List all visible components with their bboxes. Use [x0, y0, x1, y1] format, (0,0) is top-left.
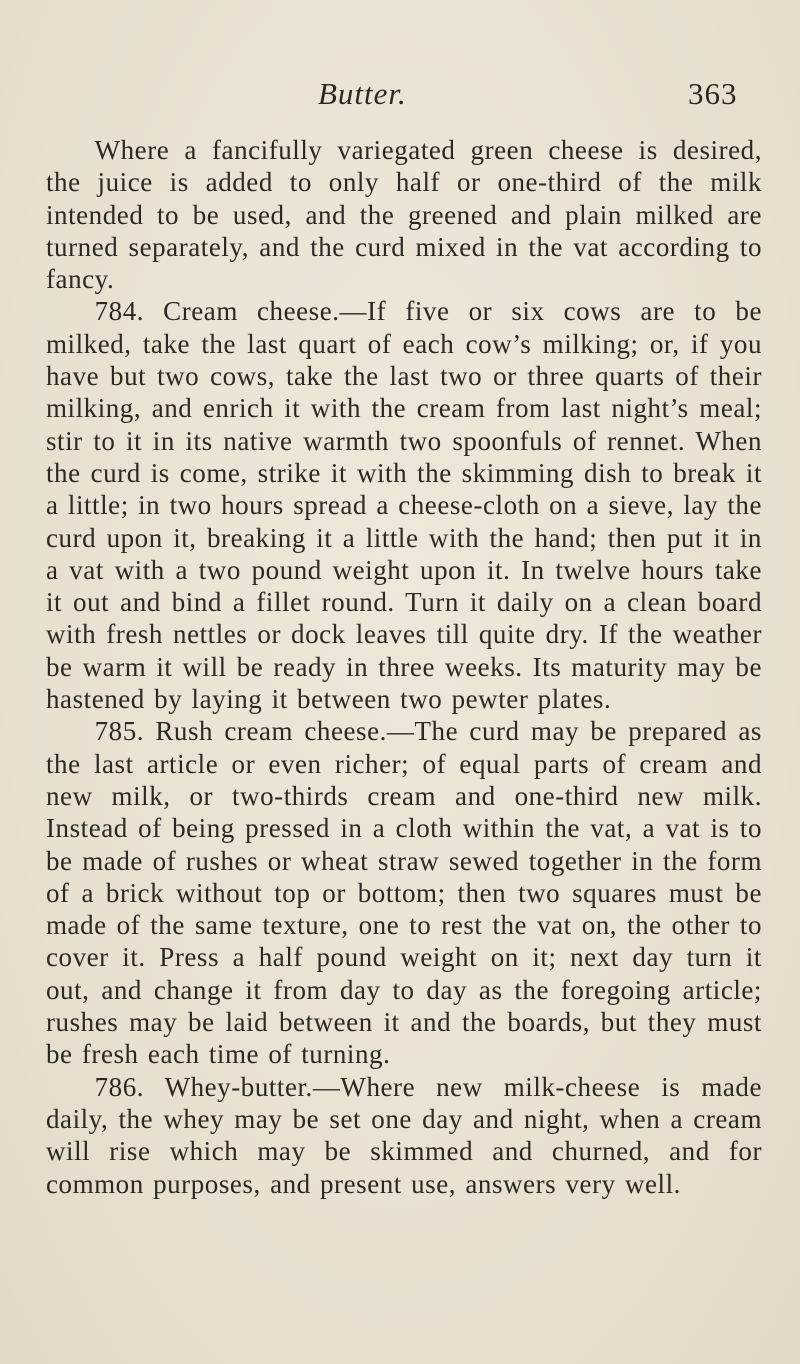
section-heading: Whey-butter.— [164, 1071, 341, 1102]
paragraph-text: Where new milk-cheese is made daily, the whey may be set one day and night, when a cream will rise which may be skimmed and churned, and for common purposes, and present use, answers very well. [46, 1071, 763, 1199]
paragraph-786 [46, 1071, 762, 1200]
paragraph-text: Where a fancifully variegated green cheese is desired, the juice is added to only half or one-third of the milk intended to be used, and the greened and plain milked are turned separately, and the curd mixed in the vat according to fancy. [46, 135, 762, 295]
section-heading: Cream cheese.— [163, 296, 368, 327]
running-head [0, 76, 800, 116]
section-heading: Rush cream cheese.— [155, 716, 415, 747]
paragraph-text: The curd may be prepared as the last article or even richer; of equal parts of cream and new milk, or two-thirds cream and one-third new milk. Instead of being pressed in a cloth within the vat, a vat is to be made of rushes or wheat straw sewed together in the form of a brick without top or bottom; then two squares must be made of the same texture, one to rest the vat on, the other to cover it. Press a half pound weight on it; next day turn it out, and change it from day to day as the foregoing article; rushes may be laid between it and the boards, but they must be fresh each time of turning. [46, 716, 762, 1070]
paragraph-intro [46, 134, 762, 295]
section-number: 784. [94, 296, 145, 327]
paragraph-text: If five or six cows are to be milked, take the last quart of each cow’s milking; or, if you have but two cows, take the last two or three quarts of their milking, and enrich it with the cream from last night’s meal; stir to it in its native warmth two spoonfuls of rennet. When the curd is come, strike it with the skimming dish to break it a little; in two hours spread a cheese-cloth on a sieve, lay the curd upon it, breaking it a little with the hand; then put it in a vat with a two pound weight upon it. In twelve hours take it out and bind a fillet round. Turn it daily on a clean board with fresh nettles or dock leaves till quite dry. If the weather be warm it will be ready in three weeks. Its maturity may be hastened by laying it between two pewter plates. [46, 296, 762, 715]
body-text [46, 134, 762, 1200]
section-number: 785. [94, 716, 145, 747]
running-title: Butter. [318, 76, 407, 111]
section-number: 786. [94, 1071, 145, 1102]
paragraph-784 [46, 295, 762, 715]
paragraph-785 [46, 715, 762, 1070]
page-number: 363 [688, 76, 738, 111]
